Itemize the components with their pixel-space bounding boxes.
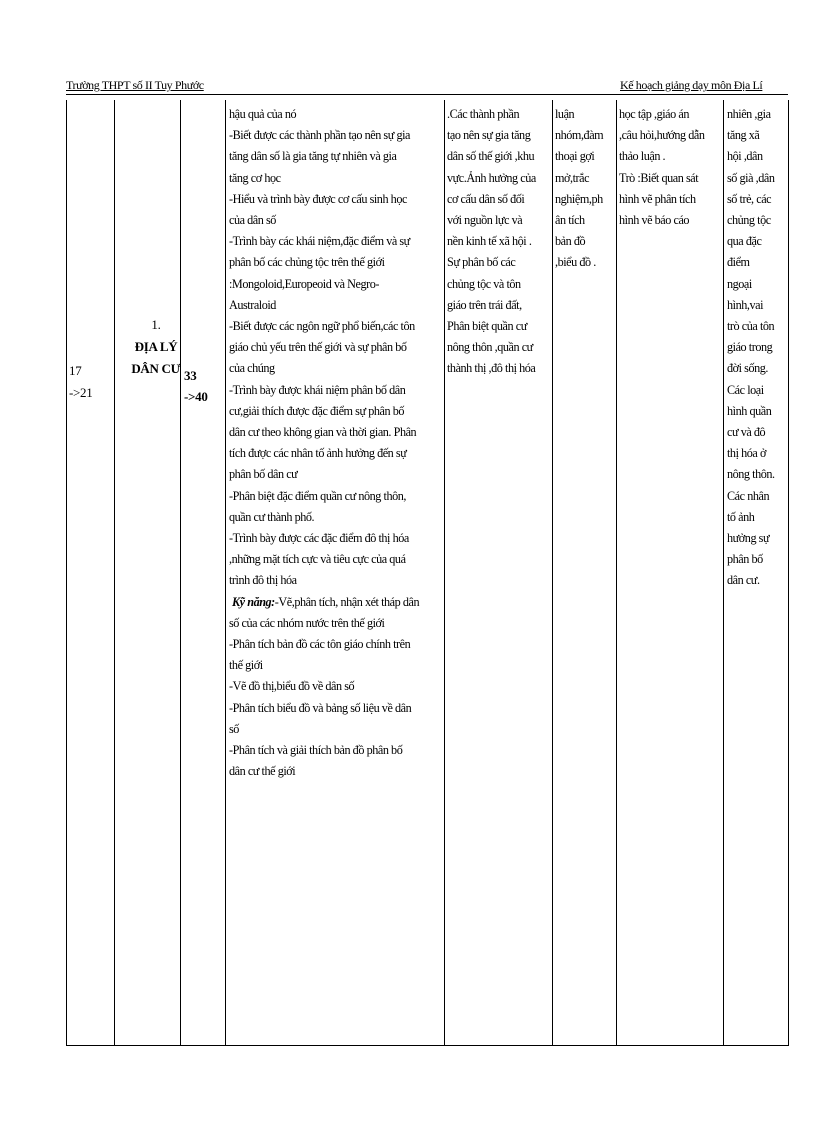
key-content-line: tạo nên sự gia tăng <box>447 128 531 143</box>
note-line: hội ,dân <box>727 149 763 164</box>
key-content-line: Phân biệt quần cư <box>447 319 527 334</box>
methods-cell <box>555 104 615 274</box>
objective-line: tăng dân số là gia tăng tự nhiên và gia <box>229 149 397 164</box>
note-line: Các nhân <box>727 488 770 503</box>
column-border <box>723 100 724 1046</box>
note-line: tăng xã <box>727 128 760 143</box>
objective-line: giáo chủ yếu trên thế giới và sự phân bố <box>229 340 407 355</box>
objective-line: tăng cơ học <box>229 170 281 185</box>
teaching-aid-line: ,câu hỏi,hướng dẫn <box>619 128 705 143</box>
note-line: điểm <box>727 255 750 270</box>
lessons-cell <box>184 365 208 407</box>
note-line: ngoại <box>727 276 752 291</box>
week-value: ->21 <box>69 385 93 400</box>
teaching-aid-line: hình vẽ báo cáo <box>619 213 690 228</box>
skills-text: -Vẽ,phân tích, nhận xét tháp dân <box>274 594 420 609</box>
week-value: 17 <box>69 363 82 378</box>
note-line: hưởng sự <box>727 531 770 546</box>
table-bottom-border <box>66 1045 788 1046</box>
teaching-aid-line: hình vẽ phân tích <box>619 191 696 206</box>
key-content-line: dân số thế giới ,khu <box>447 149 535 164</box>
teaching-aids-cell <box>619 104 722 231</box>
objective-line: phân bố các chủng tộc trên thế giới <box>229 255 385 270</box>
week-cell <box>69 360 92 404</box>
objective-line: -Trình bày được khái niệm phân bố dân <box>229 382 406 397</box>
key-content-line: nông thôn ,quần cư <box>447 340 533 355</box>
note-line: trò của tôn <box>727 319 775 334</box>
objective-line: -Phân biệt đặc điểm quần cư nông thôn, <box>229 488 407 503</box>
lessons-value: 33 <box>184 368 197 383</box>
method-line: mở,trắc <box>555 170 590 185</box>
column-border <box>180 100 181 1046</box>
key-content-line: chủng tộc và tôn <box>447 276 521 291</box>
objectives-cell <box>229 104 441 783</box>
skills-line <box>229 592 441 613</box>
objective-line: cư,giải thích được đặc điểm sự phân bố <box>229 403 404 418</box>
lesson-plan-table <box>66 100 788 1046</box>
key-content-line: cơ cấu dân số đối <box>447 191 525 206</box>
method-line: bản đồ <box>555 234 586 249</box>
key-content-line: .Các thành phần <box>447 107 520 121</box>
note-line: nhiên ,gia <box>727 107 771 121</box>
note-line: dân cư. <box>727 573 760 588</box>
skill-line: dân cư thế giới <box>229 764 296 779</box>
lessons-value: ->40 <box>184 389 208 404</box>
key-content-line: vực.Ảnh hưởng của <box>447 170 536 185</box>
note-line: nông thôn. <box>727 467 775 482</box>
objective-line: -Biết được các thành phần tạo nên sự gia <box>229 128 411 143</box>
objective-line: Australoid <box>229 297 276 312</box>
note-line: số trẻ, các <box>727 191 772 206</box>
column-border <box>552 100 553 1046</box>
objective-line: -Hiểu và trình bày được cơ cấu sinh học <box>229 191 407 206</box>
teaching-aid-line: học tập ,giáo án <box>619 107 689 121</box>
note-line: phân bố <box>727 552 763 567</box>
objective-line: tích được các nhân tố ảnh hưởng đến sự <box>229 446 407 461</box>
skill-line: -Vẽ đồ thị,biểu đồ về dân số <box>229 679 355 694</box>
objective-line: trình đô thị hóa <box>229 573 297 588</box>
chapter-name: ĐỊA LÝ <box>134 339 178 354</box>
skill-line: số <box>229 721 239 736</box>
key-content-line: giáo trên trái đất, <box>447 297 522 312</box>
objective-line: phân bố dân cư <box>229 467 298 482</box>
method-line: nghiệm,ph <box>555 191 603 206</box>
objective-line: của chúng <box>229 361 275 376</box>
method-line: thoại gợi <box>555 149 595 164</box>
objective-line: hậu quả của nó <box>229 107 297 121</box>
column-border <box>788 100 789 1046</box>
note-line: đời sống. <box>727 361 768 376</box>
column-border <box>225 100 226 1046</box>
notes-cell <box>727 104 787 592</box>
plan-title: Kế hoạch giảng dạy môn Địa Lí <box>620 78 763 92</box>
note-line: Các loại <box>727 382 764 397</box>
objective-line: quần cư thành phố. <box>229 509 315 524</box>
key-content-cell <box>447 104 551 380</box>
teaching-aid-line: thảo luận . <box>619 149 666 164</box>
method-line: nhóm,đàm <box>555 128 604 143</box>
skill-line: -Phân tích bản đồ các tôn giáo chính trên <box>229 637 411 652</box>
note-line: hình quần <box>727 403 772 418</box>
school-name: Trường THPT số II Tuy Phước <box>66 78 204 92</box>
objective-line: -Biết được các ngôn ngữ phổ biến,các tôn <box>229 319 415 334</box>
skill-line: số của các nhóm nước trên thế giới <box>229 615 385 630</box>
column-border <box>616 100 617 1046</box>
key-content-line: nền kinh tế xã hội . <box>447 234 532 249</box>
key-content-line: Sự phân bố các <box>447 255 516 270</box>
skill-line: -Phân tích và giải thích bản đồ phân bố <box>229 743 403 758</box>
note-line: hình,vai <box>727 297 764 312</box>
objective-line: -Trình bày các khái niệm,đặc điểm và sự <box>229 234 410 249</box>
column-border <box>114 100 115 1046</box>
key-content-line: thành thị ,đô thị hóa <box>447 361 536 376</box>
objective-line: của dân số <box>229 213 276 228</box>
method-line: luận <box>555 107 575 121</box>
chapter-name: DÂN CƯ <box>131 361 181 376</box>
note-line: giáo trong <box>727 340 773 355</box>
method-line: ân tích <box>555 213 585 228</box>
key-content-line: với nguồn lực và <box>447 213 523 228</box>
objective-line: -Trình bày được các đặc điểm đô thị hóa <box>229 531 409 546</box>
chapter-number: 1. <box>151 317 161 332</box>
skill-line: -Phân tích biểu đồ và bảng số liệu về dân <box>229 700 412 715</box>
note-line: số già ,dân <box>727 170 775 185</box>
note-line: qua đặc <box>727 234 762 249</box>
note-line: cư và đô <box>727 425 766 440</box>
skills-label: Kỹ năng: <box>232 594 275 609</box>
method-line: ,biểu đồ . <box>555 255 596 270</box>
column-border <box>444 100 445 1046</box>
note-line: chủng tộc <box>727 213 771 228</box>
header-divider <box>66 94 788 95</box>
objective-line: dân cư theo không gian và thời gian. Phân <box>229 425 417 440</box>
column-border <box>66 100 67 1046</box>
skill-line: thế giới <box>229 658 263 673</box>
objective-line: ,những mặt tích cực và tiêu cực của quá <box>229 552 406 567</box>
note-line: thị hóa ở <box>727 446 766 461</box>
objective-line: :Mongoloid,Europeoid và Negro- <box>229 276 379 291</box>
note-line: tố ảnh <box>727 509 755 524</box>
teaching-aid-line: Trò :Biết quan sát <box>619 170 699 185</box>
